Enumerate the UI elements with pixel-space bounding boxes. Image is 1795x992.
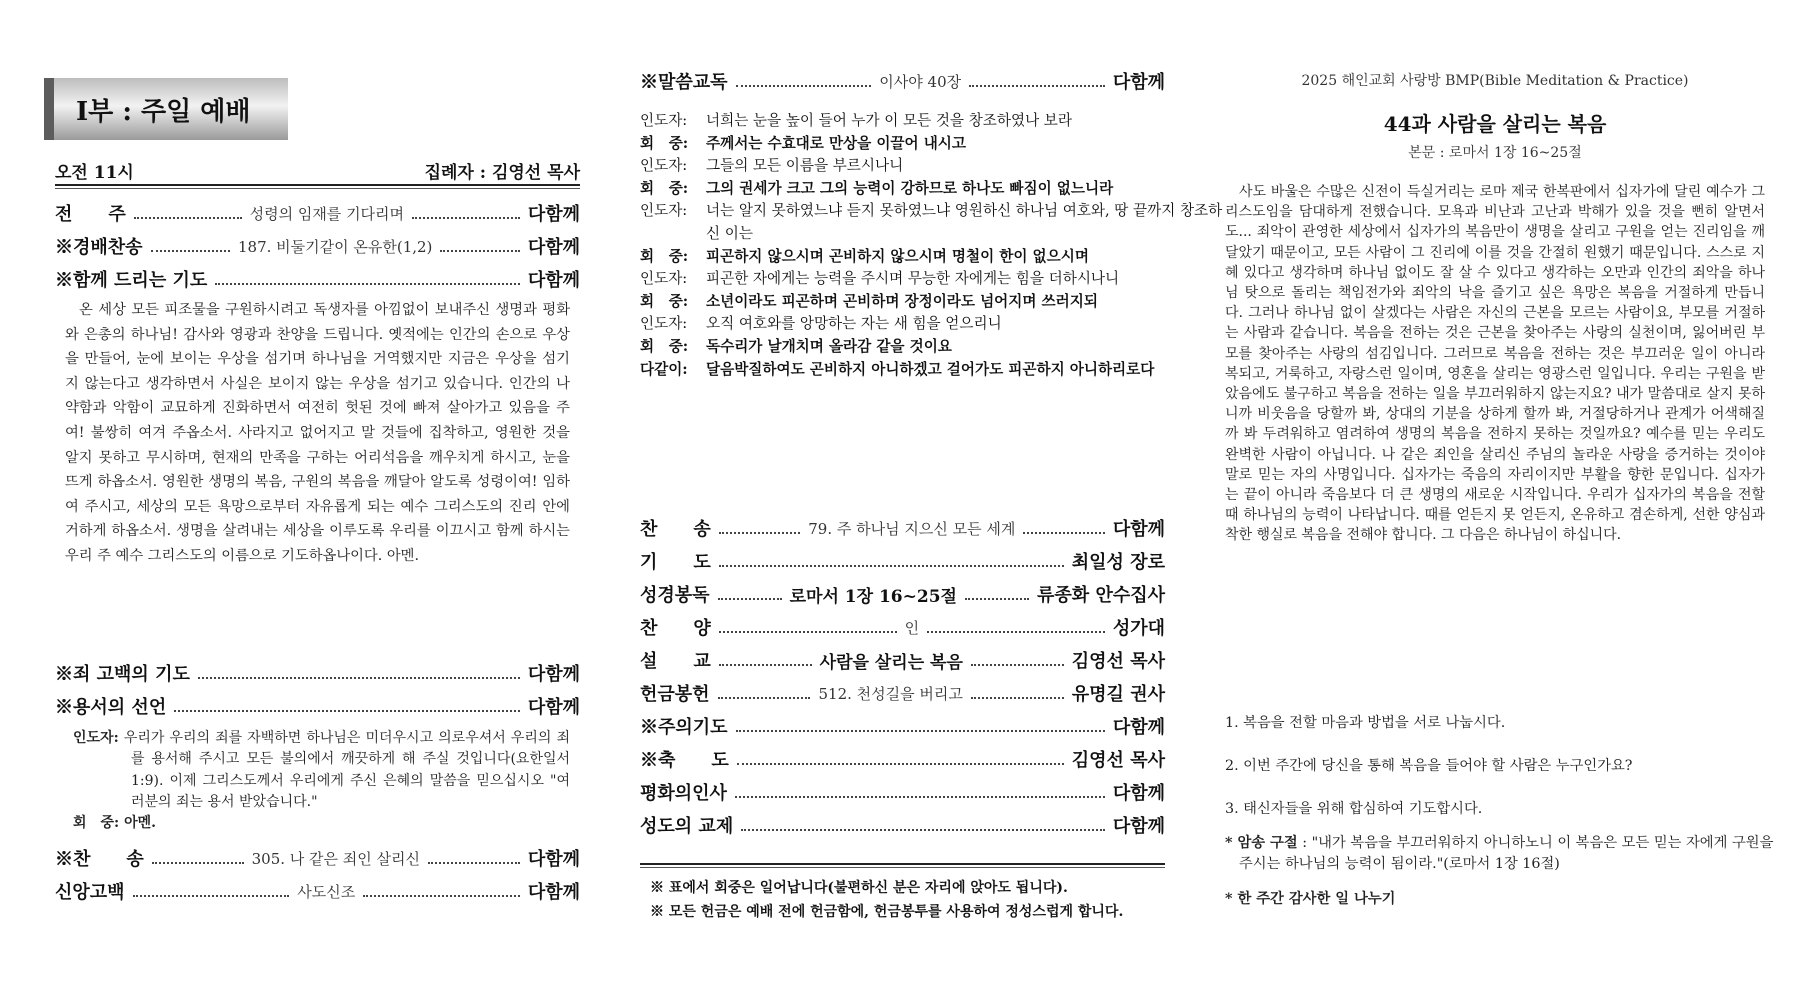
service-item-row bbox=[640, 746, 1165, 772]
dot-leader bbox=[718, 588, 782, 600]
dot-leader bbox=[133, 885, 290, 897]
discussion-question: 3. 태신자들을 위해 합심하여 기도합시다. bbox=[1225, 801, 1483, 817]
offering-note: ※ 모든 헌금은 예배 전에 헌금함에, 헌금봉투를 사용하여 정성스럽게 합니다. bbox=[650, 904, 1124, 920]
dot-leader bbox=[965, 588, 1029, 600]
item-label: 평화의인사 bbox=[640, 783, 727, 804]
item-participant: 김영선 목사 bbox=[1071, 750, 1165, 771]
scripture-reading-row bbox=[640, 68, 1165, 94]
study-header: 2025 해인교회 사랑방 BMP(Bible Meditation & Practice) bbox=[1301, 73, 1689, 89]
item-label: ※함께 드리는 기도 bbox=[55, 270, 208, 291]
litany-line bbox=[640, 359, 1231, 382]
litany-text: 그들의 모든 이름을 부르시나니 bbox=[706, 157, 904, 175]
discussion-question: 1. 복음을 전할 마음과 방법을 서로 나눕시다. bbox=[1225, 715, 1506, 731]
service-item-row bbox=[55, 266, 580, 292]
dot-leader bbox=[969, 75, 1105, 87]
dot-leader bbox=[363, 885, 520, 897]
litany-speaker: 인도자: bbox=[640, 112, 688, 129]
litany-line bbox=[640, 200, 1231, 245]
dot-leader bbox=[735, 786, 1105, 798]
item-participant: 유명길 권사 bbox=[1071, 684, 1165, 705]
litany-speaker: 회 중: bbox=[640, 292, 689, 310]
item-detail: 인 bbox=[904, 618, 920, 637]
item-detail: 로마서 1장 16~25절 bbox=[789, 586, 957, 607]
item-participant: 다함께 bbox=[1112, 783, 1165, 804]
dot-leader bbox=[741, 819, 1105, 831]
litany-speaker: 인도자: bbox=[640, 202, 688, 220]
service-item-row bbox=[640, 779, 1165, 805]
memory-verse-text: : "내가 복음을 부끄러워하지 아니하노니 이 복음은 모든 믿는 자에게 구원을 주시는 하나님의 능력이 됨이라."(로마서 1장 16절) bbox=[1239, 835, 1774, 872]
service-item-row bbox=[55, 878, 580, 904]
litany-text: 너는 알지 못하였느냐 듣지 못하였느냐 영원하신 하나님 여호와, 땅 끝까지 창조하신 이는 bbox=[706, 202, 1223, 242]
dot-leader bbox=[719, 621, 897, 633]
litany-speaker: 회 중: bbox=[640, 179, 689, 197]
dot-leader bbox=[719, 555, 1064, 567]
item-label: 성도의 교제 bbox=[640, 816, 734, 837]
item-detail: 사람을 살리는 복음 bbox=[819, 652, 963, 673]
memory-verse bbox=[1225, 833, 1779, 875]
item-label: 찬 송 bbox=[640, 519, 711, 540]
dot-leader bbox=[412, 207, 520, 219]
item-label: ※축 도 bbox=[640, 750, 729, 771]
service-banner bbox=[44, 78, 288, 140]
dot-leader bbox=[719, 522, 800, 534]
item-participant: 다함께 bbox=[527, 204, 581, 225]
litany-speaker: 회 중: bbox=[640, 134, 689, 152]
dot-leader bbox=[151, 240, 230, 252]
dot-leader bbox=[1023, 522, 1104, 534]
litany-line bbox=[640, 155, 1231, 178]
item-participant: 다함께 bbox=[527, 697, 580, 718]
dot-leader bbox=[428, 852, 520, 864]
litany-line bbox=[640, 246, 1231, 269]
item-label: ※경배찬송 bbox=[55, 237, 143, 258]
opening-prayer: 온 세상 모든 피조물을 구원하시려고 독생자를 아낌없이 보내주신 생명과 평화와 은총의 하나님! 감사와 영광과 찬양을 드립니다. 옛적에는 인간의 손으로 우상을 만들어, 눈에 보이는 우상을 섬기며 하나님을 거역했지만 지금은 우상을 섬기지 않는다고 생각하면서 사실은 보이지 않는 우상을 섬기고 있습니다. 인간의 나약함과 악함이 교묘하게 진화하면서 여전히 헛된 것에 빠져 살아가고 있음을 주여! 불쌍히 여겨 주옵소서. 사라지고 없어지고 말 것들에 집착하고, 영원한 것을 알지 못하고 무시하며, 현재의 만족을 구하는 어리석음을 깨우치게 하시고, 눈을 뜨게 하옵소서. 영원한 생명의 복음, 구원의 복음을 깨달아 알도록 성령이여! 임하여 주시고, 세상의 모든 욕망으로부터 자유롭게 되는 예수 그리스도의 진리 안에 거하게 하옵소서. 생명을 살려내는 세상을 이루도록 우리를 이끄시고 함께 하시는 우리 주 예수 그리스도의 이름으로 기도하옵나이다. 아멘. bbox=[65, 302, 570, 564]
dot-leader bbox=[736, 720, 1105, 732]
divider bbox=[55, 188, 580, 189]
service-time-row bbox=[55, 158, 580, 183]
dot-leader bbox=[215, 273, 520, 285]
service-item-row bbox=[55, 233, 580, 259]
item-detail: 사도신조 bbox=[297, 882, 356, 901]
responsive-reading bbox=[640, 110, 1223, 381]
item-participant: 다함께 bbox=[527, 849, 581, 870]
absolution-speaker: 인도자: bbox=[73, 730, 119, 746]
litany-text: 피곤하지 않으시며 곤비하지 않으시며 명철이 한이 없으시며 bbox=[706, 247, 1089, 265]
service-item-row bbox=[55, 660, 580, 686]
item-participant: 다함께 bbox=[1112, 816, 1165, 837]
service-item-row bbox=[55, 845, 580, 871]
dot-leader bbox=[927, 621, 1105, 633]
dot-leader bbox=[174, 700, 520, 712]
service-time: 오전 11시 bbox=[55, 163, 134, 183]
item-label: ※용서의 선언 bbox=[55, 697, 167, 718]
litany-line bbox=[640, 291, 1231, 314]
litany-line bbox=[640, 336, 1231, 359]
absolution bbox=[73, 728, 570, 834]
litany-speaker: 인도자: bbox=[640, 157, 688, 175]
item-participant: 다함께 bbox=[527, 664, 580, 685]
item-detail: 305. 나 같은 죄인 살리신 bbox=[251, 849, 421, 868]
item-label: ※말씀교독 bbox=[640, 72, 728, 93]
item-label: ※주의기도 bbox=[640, 717, 728, 738]
dot-leader bbox=[440, 240, 519, 252]
litany-text: 달음박질하여도 곤비하지 아니하겠고 걸어가도 피곤하지 아니하리로다 bbox=[706, 360, 1155, 378]
service-item-row bbox=[640, 680, 1165, 706]
item-participant: 다함께 bbox=[1112, 717, 1165, 738]
service-item-row bbox=[640, 515, 1165, 541]
litany-speaker: 인도자: bbox=[640, 270, 688, 288]
lesson-text-reference: 본문 : 로마서 1장 16~25절 bbox=[1408, 145, 1582, 161]
item-label: 헌금봉헌 bbox=[640, 684, 710, 705]
item-detail: 이사야 40장 bbox=[879, 72, 962, 91]
litany-line bbox=[640, 110, 1231, 133]
service-title: I부 : 주일 예배 bbox=[76, 97, 251, 127]
service-item-row bbox=[640, 812, 1165, 838]
litany-speaker: 인도자: bbox=[640, 315, 688, 333]
lesson-body: 사도 바울은 수많은 신전이 득실거리는 로마 제국 한복판에서 십자가에 달린 예수가 그리스도임을 담대하게 전했습니다. 모욕과 비난과 고난과 박해가 있을 것을 뻔히 알면서도... 죄악이 관영한 세상에서 십자가의 복음만이 생명을 살리고 구원을 얻는 진리임을 깨달았기 때문이고, 모든 사람이 그 진리에 이를 것을 간절히 원했기 때문입니다. 스스로 지혜 있다고 생각하며 하나님 없이도 잘 살 수 있다고 생각하는 오만과 인간의 죄악을 하나님 탓으로 돌리는 책임전가와 죄악의 낙을 즐기고 싶은 욕망은 복음을 거절하게 만듭니다. 그러나 하나님 없이 살겠다는 사람은 자신의 근본을 모르는 사람이요, 부모를 거절하는 사람과 같습니다. 복음을 전하는 것은 근본을 찾아주는 사랑의 실천이며, 잃어버린 부모를 찾아주는 사랑의 섬김입니다. 그러므로 복음을 전하는 것은 부끄러운 일이 아니라 복되고, 거룩하고, 자랑스런 일이며, 영혼을 살리는 영광스런 일입니다. 우리는 구원을 받았음에도 불구하고 복음을 전하는 일을 부끄러워하지 않는지요? 내가 말씀대로 살지 못하니까 비웃음을 당할까 봐, 상대의 기분을 상하게 할까 봐, 거절당하거나 관계가 어색해질까 봐 두려워하고 염려하여 생명의 복음을 전하지 못하는 것일까요? 예수를 믿는 우리도 완벽한 사람이 아닙니다. 나 같은 죄인을 살리신 주님의 놀라운 사랑을 증거하는 것이야말로 믿는 자의 사명입니다. 십자가는 죽음의 자리이지만 부활을 향한 문입니다. 십자가는 끝이 아니라 죽음보다 더 큰 생명의 새로운 시작입니다. 우리가 십자가의 복음을 전할 때 하나님의 능력이 나타납니다. 때를 얻든지 못 얻든지, 온유하고 겸손하게, 선한 양심과 착한 행실로 복음을 전해야 합니다. 그 다음은 하나님이 하십니다. bbox=[1225, 184, 1765, 544]
litany-speaker: 회 중: bbox=[640, 337, 689, 355]
litany-line bbox=[640, 268, 1231, 291]
item-detail: 성령의 임재를 기다리며 bbox=[249, 204, 405, 223]
item-label: 전 주 bbox=[55, 204, 126, 225]
item-label: ※죄 고백의 기도 bbox=[55, 664, 190, 685]
dot-leader bbox=[971, 654, 1064, 666]
item-participant: 다함께 bbox=[527, 237, 580, 258]
dot-leader bbox=[718, 687, 811, 699]
item-detail: 187. 비둘기같이 온유한(1,2) bbox=[237, 237, 433, 256]
item-participant: 류종화 안수집사 bbox=[1037, 585, 1166, 606]
item-label: 찬 양 bbox=[640, 618, 711, 639]
service-leader: 집례자 : 김영선 목사 bbox=[424, 163, 580, 183]
litany-speaker: 다같이: bbox=[640, 360, 688, 378]
litany-text: 그의 권세가 크고 그의 능력이 강하므로 하나도 빠짐이 없느니라 bbox=[706, 179, 1114, 197]
dot-leader bbox=[198, 667, 520, 679]
service-item-row bbox=[55, 200, 580, 226]
item-detail: 512. 천성길을 버리고 bbox=[818, 684, 963, 703]
service-item-row bbox=[640, 548, 1165, 574]
litany-text: 소년이라도 피곤하며 곤비하며 장정이라도 넘어지며 쓰러지되 bbox=[706, 292, 1098, 310]
standing-note: ※ 표에서 회중은 일어납니다(불편하신 분은 자리에 앉아도 됩니다). bbox=[650, 880, 1068, 896]
dot-leader bbox=[152, 852, 244, 864]
litany-text: 오직 여호와를 앙망하는 자는 새 힘을 얻으리니 bbox=[706, 315, 1002, 333]
item-participant: 성가대 bbox=[1112, 618, 1166, 639]
item-label: ※찬 송 bbox=[55, 849, 144, 870]
service-item-row bbox=[640, 614, 1165, 640]
item-participant: 다함께 bbox=[527, 270, 580, 291]
item-participant: 다함께 bbox=[1112, 519, 1166, 540]
litany-speaker: 회 중: bbox=[640, 247, 689, 265]
litany-line bbox=[640, 313, 1231, 336]
litany-text: 피곤한 자에게는 능력을 주시며 무능한 자에게는 힘을 더하시나니 bbox=[706, 270, 1120, 288]
item-label: 신앙고백 bbox=[55, 882, 125, 903]
dot-leader bbox=[737, 753, 1064, 765]
absolution-text: 우리가 우리의 죄를 자백하면 하나님은 미더우시고 의로우셔서 우리의 죄를 용서해 주시고 모든 불의에서 깨끗하게 해 주실 것입니다(요한일서 1:9). 이제 그리스도께서 우리에게 주신 은혜의 말씀을 믿으십시오 "여러분의 죄는 용서 받았습니다." bbox=[123, 730, 570, 810]
dot-leader bbox=[134, 207, 242, 219]
litany-line bbox=[640, 178, 1231, 201]
item-label: 성경봉독 bbox=[640, 585, 710, 606]
item-label: 설 교 bbox=[640, 651, 711, 672]
divider bbox=[55, 184, 580, 186]
item-participant: 김영선 목사 bbox=[1071, 651, 1165, 672]
service-item-row bbox=[640, 647, 1165, 673]
amen-text: 아멘. bbox=[124, 815, 157, 832]
item-detail: 79. 주 하나님 지으신 모든 세계 bbox=[808, 519, 1016, 538]
item-label: 기 도 bbox=[640, 552, 711, 573]
litany-text: 너희는 눈을 높이 들어 누가 이 모든 것을 창조하였나 보라 bbox=[706, 112, 1072, 129]
dot-leader bbox=[736, 75, 872, 87]
discussion-question: 2. 이번 주간에 당신을 통해 복음을 들어야 할 사람은 누구인가요? bbox=[1225, 758, 1633, 774]
item-participant: 다함께 bbox=[1112, 72, 1165, 93]
service-item-row bbox=[640, 713, 1165, 739]
memory-verse-label: * 암송 구절 bbox=[1225, 835, 1298, 851]
service-item-row bbox=[640, 581, 1165, 607]
lesson-title: 44과 사람을 살리는 복음 bbox=[1383, 112, 1607, 136]
divider bbox=[640, 867, 1165, 868]
gratitude-prompt: * 한 주간 감사한 일 나누기 bbox=[1225, 891, 1396, 907]
amen-speaker: 회 중: bbox=[73, 815, 120, 832]
litany-text: 주께서는 수효대로 만상을 이끌어 내시고 bbox=[706, 134, 966, 152]
dot-leader bbox=[719, 654, 812, 666]
litany-text: 독수리가 날개치며 올라감 같을 것이요 bbox=[706, 337, 952, 355]
service-item-row bbox=[55, 693, 580, 719]
litany-line bbox=[640, 133, 1231, 156]
item-participant: 다함께 bbox=[527, 882, 581, 903]
item-participant: 최일성 장로 bbox=[1071, 552, 1165, 573]
dot-leader bbox=[971, 687, 1064, 699]
divider bbox=[640, 863, 1165, 865]
